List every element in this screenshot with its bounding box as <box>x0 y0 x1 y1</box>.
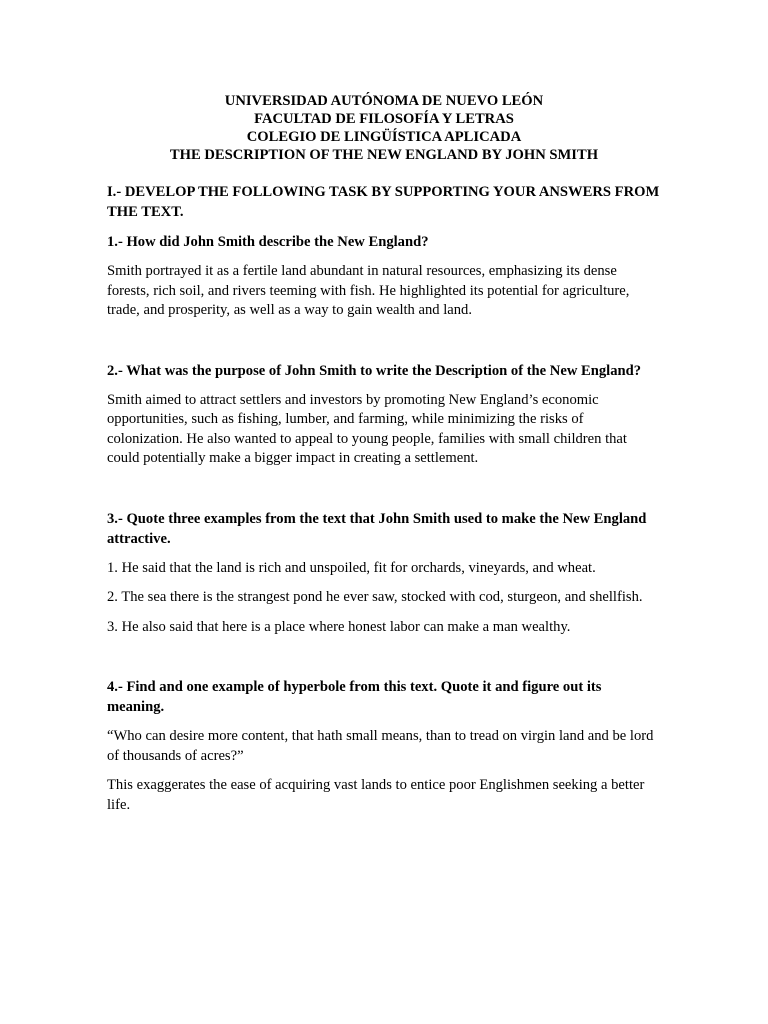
spacer <box>107 331 661 361</box>
document-title: THE DESCRIPTION OF THE NEW ENGLAND BY JOHN SMITH <box>169 147 599 163</box>
university-name: UNIVERSIDAD AUTÓNOMA DE NUEVO LEÓN <box>224 93 544 109</box>
section-heading: I.- DEVELOP THE FOLLOWING TASK BY SUPPORTING YOUR ANSWERS FROM THE TEXT. <box>107 184 660 220</box>
spacer <box>107 647 661 677</box>
answer-1: Smith portrayed it as a fertile land abundant in natural resources, emphasizing its dense forests, rich soil, and rivers teeming with fish. He highlighted its potential for agriculture, trade, and prosperity, as well as a way to gain wealth and land. <box>107 263 630 318</box>
example-3: 3. He also said that here is a place where honest labor can make a man wealthy. <box>107 618 571 635</box>
answer-2: Smith aimed to attract settlers and investors by promoting New England’s economic opportunities, such as fishing, lumber, and farming, while minimizing the risks of colonization. He also wanted to appeal to young people, families with small children that could potentially make a bigger impact in creating a settlement. <box>107 391 627 466</box>
faculty-name: FACULTAD DE FILOSOFÍA Y LETRAS <box>254 111 514 127</box>
college-name: COLEGIO DE LINGÜÍSTICA APLICADA <box>246 129 522 145</box>
question-1: 1.- How did John Smith describe the New England? <box>107 234 429 250</box>
example-1: 1. He said that the land is rich and unspoiled, fit for orchards, vineyards, and wheat. <box>107 559 596 576</box>
hyperbole-meaning: This exaggerates the ease of acquiring vast lands to entice poor Englishmen seeking a better life. <box>107 777 645 813</box>
question-3: 3.- Quote three examples from the text that John Smith used to make the New England attractive. <box>107 510 647 547</box>
hyperbole-quote: “Who can desire more content, that hath small means, than to tread on virgin land and be lord of thousands of acres?” <box>107 728 654 764</box>
document-header <box>107 92 661 164</box>
question-2: 2.- What was the purpose of John Smith to write the Description of the New England? <box>107 362 642 379</box>
example-2: 2. The sea there is the strangest pond he ever saw, stocked with cod, sturgeon, and shellfish. <box>107 589 643 605</box>
spacer <box>107 479 661 509</box>
question-4: 4.- Find and one example of hyperbole from this text. Quote it and figure out its meaning. <box>107 679 602 715</box>
